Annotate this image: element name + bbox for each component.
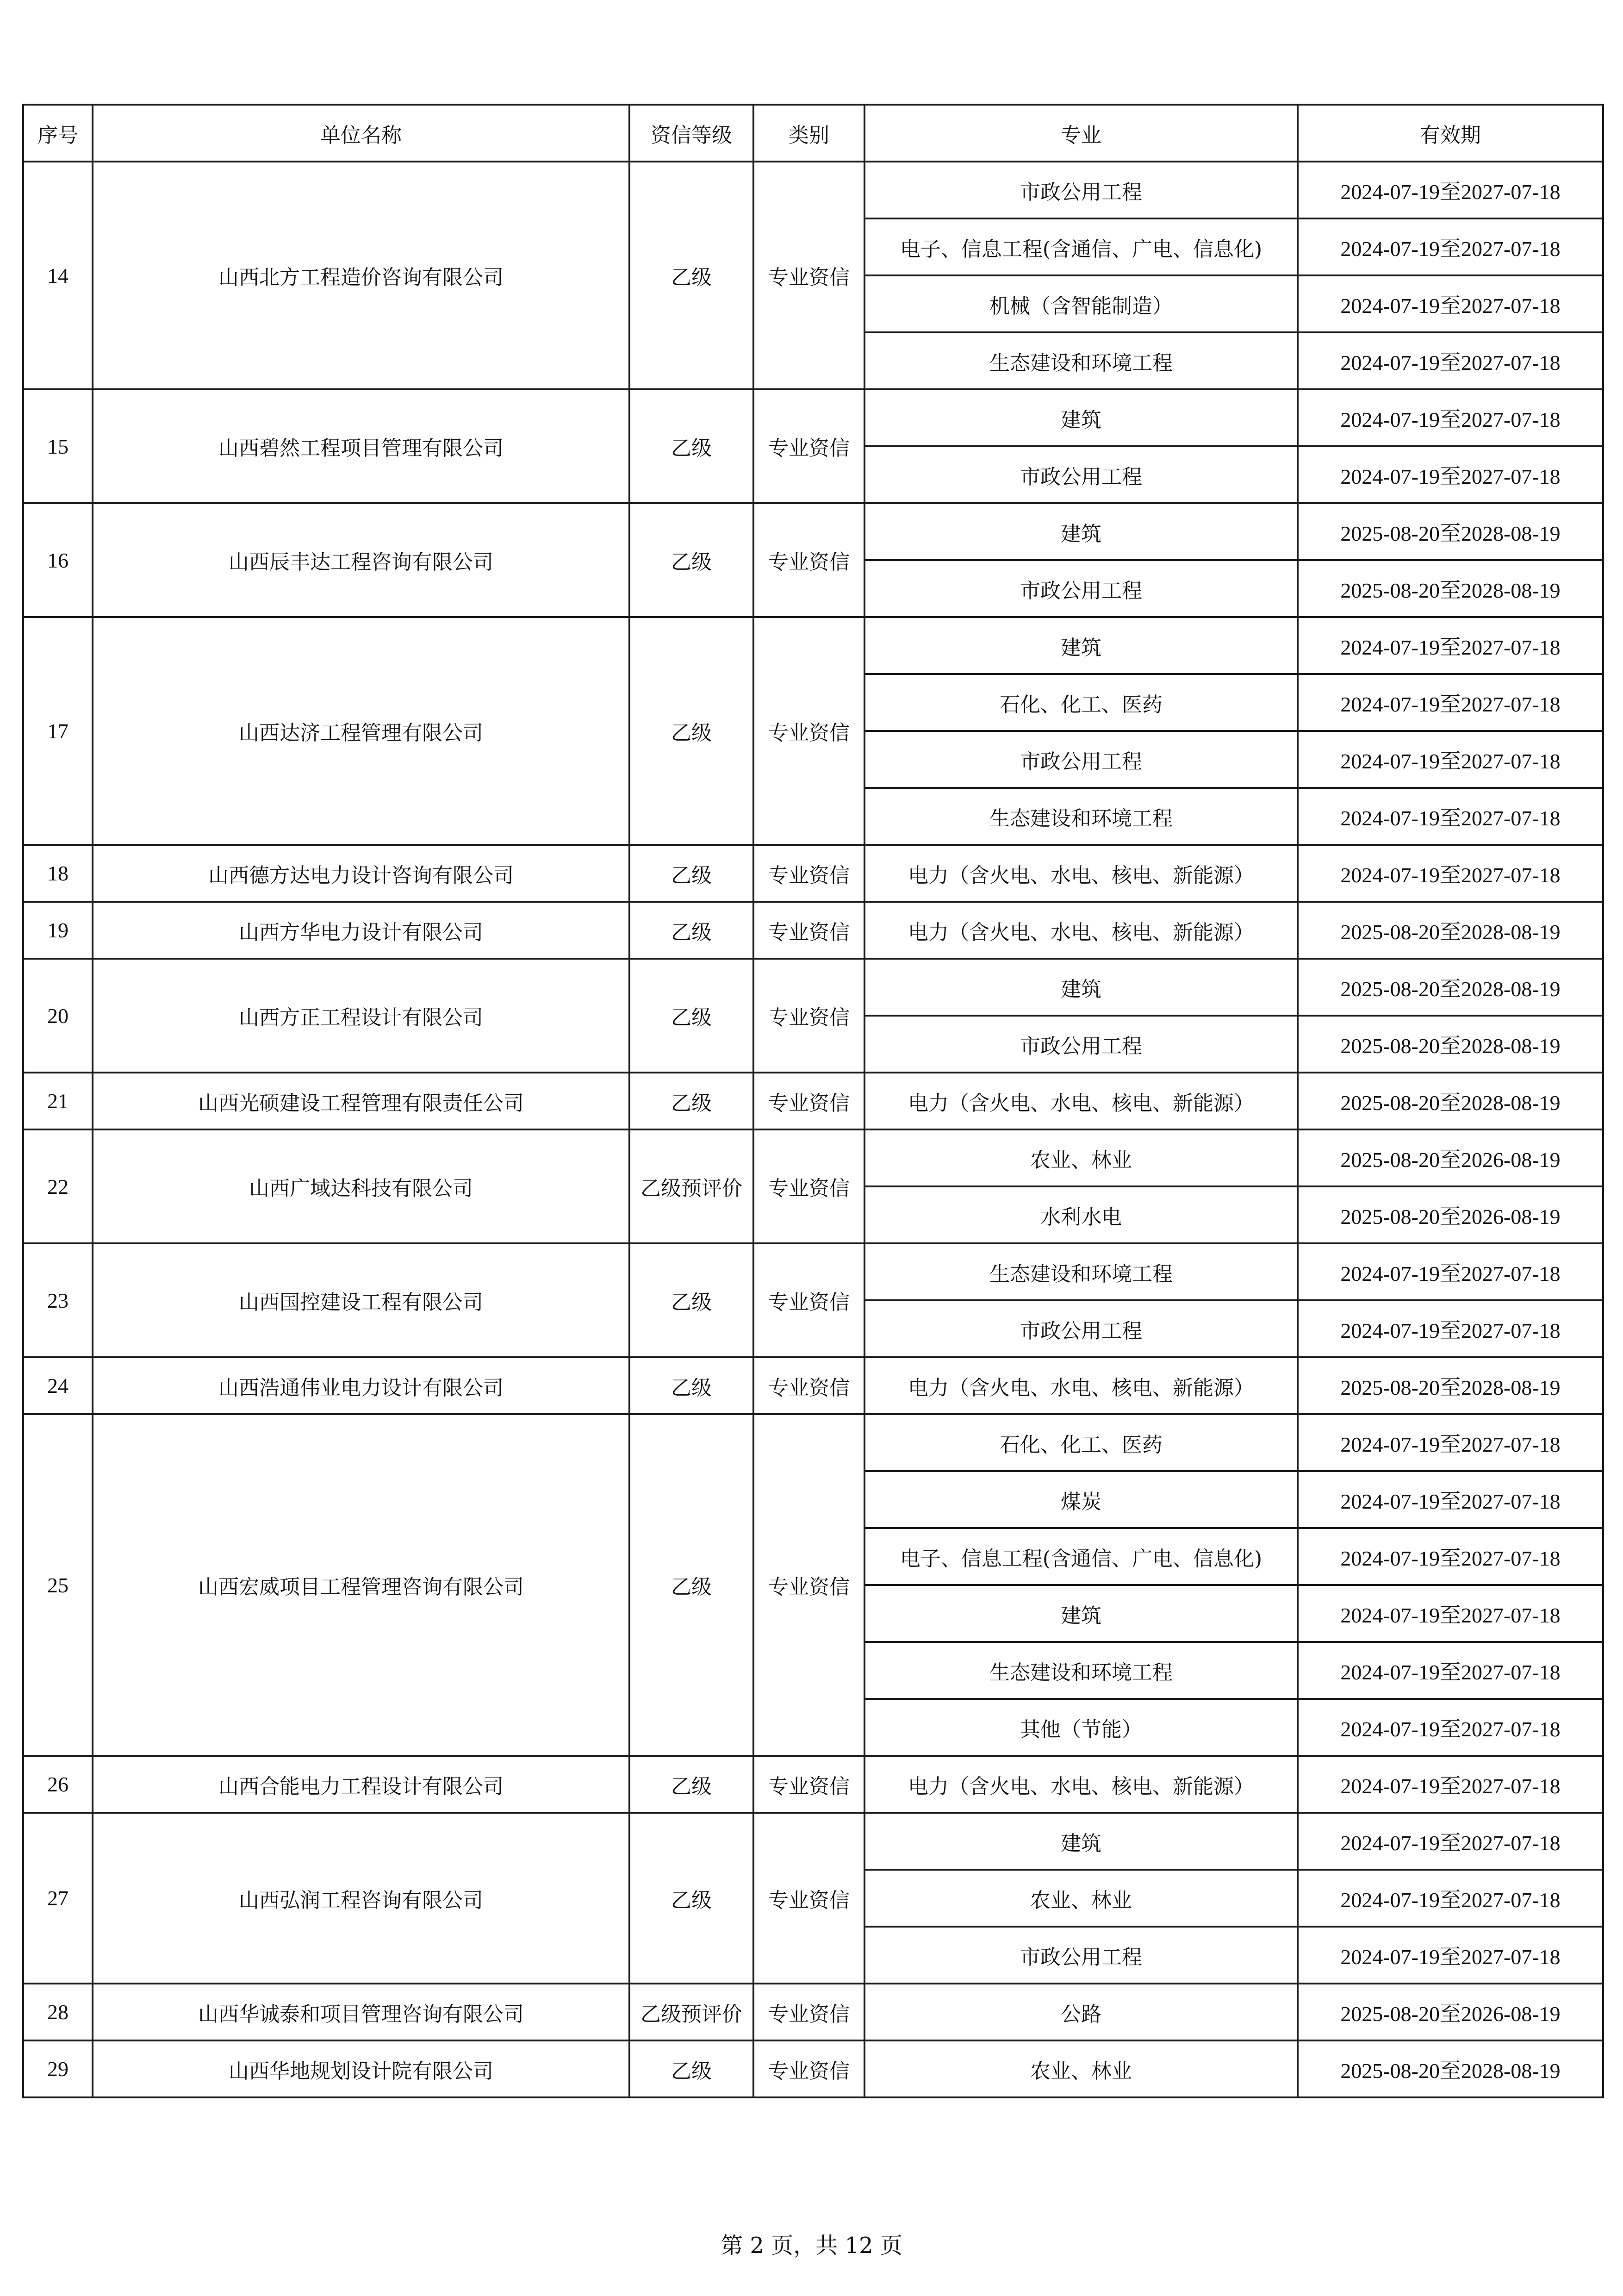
specialty-cell: 生态建设和环境工程 [864, 332, 1298, 389]
table-row [23, 2040, 1603, 2097]
specialty-cell: 公路 [864, 1984, 1298, 2040]
table-row [23, 1984, 1603, 2040]
qualification-grade-cell: 乙级预评价 [629, 1984, 753, 2040]
qualification-grade-cell: 乙级 [629, 2040, 753, 2097]
category-cell: 专业资信 [753, 1357, 864, 1414]
validity-period-cell: 2024-07-19至2027-07-18 [1298, 1243, 1603, 1300]
serial-number-cell: 19 [23, 902, 93, 959]
validity-period-cell: 2024-07-19至2027-07-18 [1298, 617, 1603, 674]
specialty-cell: 市政公用工程 [864, 1300, 1298, 1357]
serial-number-cell: 23 [23, 1243, 93, 1357]
qualification-table [22, 104, 1604, 2098]
category-cell: 专业资信 [753, 162, 864, 389]
validity-period-cell: 2024-07-19至2027-07-18 [1298, 1870, 1603, 1927]
validity-period-cell: 2025-08-20至2028-08-19 [1298, 902, 1603, 959]
serial-number-cell: 25 [23, 1414, 93, 1756]
table-body [23, 162, 1603, 2097]
validity-period-cell: 2024-07-19至2027-07-18 [1298, 446, 1603, 503]
specialty-cell: 石化、化工、医药 [864, 674, 1298, 731]
table-header [23, 105, 1603, 162]
validity-period-cell: 2025-08-20至2028-08-19 [1298, 560, 1603, 617]
category-cell: 专业资信 [753, 1813, 864, 1984]
specialty-cell: 机械（含智能制造） [864, 275, 1298, 332]
validity-period-cell: 2025-08-20至2026-08-19 [1298, 1129, 1603, 1186]
validity-period-cell: 2024-07-19至2027-07-18 [1298, 845, 1603, 902]
company-name-cell: 山西浩通伟业电力设计有限公司 [93, 1357, 629, 1414]
category-cell: 专业资信 [753, 2040, 864, 2097]
validity-period-cell: 2024-07-19至2027-07-18 [1298, 1813, 1603, 1870]
specialty-cell: 电子、信息工程(含通信、广电、信息化) [864, 218, 1298, 275]
company-name-cell: 山西宏威项目工程管理咨询有限公司 [93, 1414, 629, 1756]
qualification-grade-cell: 乙级 [629, 162, 753, 389]
specialty-cell: 生态建设和环境工程 [864, 788, 1298, 845]
table-row [23, 617, 1603, 674]
category-cell: 专业资信 [753, 845, 864, 902]
company-name-cell: 山西光硕建设工程管理有限责任公司 [93, 1073, 629, 1129]
company-name-cell: 山西广域达科技有限公司 [93, 1129, 629, 1243]
validity-period-cell: 2024-07-19至2027-07-18 [1298, 674, 1603, 731]
table-row [23, 389, 1603, 446]
category-cell: 专业资信 [753, 1756, 864, 1813]
serial-number-cell: 20 [23, 959, 93, 1073]
company-name-cell: 山西辰丰达工程咨询有限公司 [93, 503, 629, 617]
specialty-cell: 石化、化工、医药 [864, 1414, 1298, 1471]
document-table-wrapper [22, 104, 1602, 2098]
specialty-cell: 其他（节能） [864, 1699, 1298, 1756]
validity-period-cell: 2024-07-19至2027-07-18 [1298, 162, 1603, 218]
serial-number-cell: 22 [23, 1129, 93, 1243]
validity-period-cell: 2025-08-20至2028-08-19 [1298, 1016, 1603, 1073]
company-name-cell: 山西北方工程造价咨询有限公司 [93, 162, 629, 389]
specialty-cell: 水利水电 [864, 1186, 1298, 1243]
validity-period-cell: 2024-07-19至2027-07-18 [1298, 731, 1603, 788]
header-specialty: 专业 [864, 105, 1298, 162]
specialty-cell: 农业、林业 [864, 1870, 1298, 1927]
page-number-text: 第 2 页，共 12 页 [721, 2233, 902, 2259]
qualification-grade-cell: 乙级 [629, 1073, 753, 1129]
qualification-grade-cell: 乙级 [629, 1357, 753, 1414]
specialty-cell: 建筑 [864, 389, 1298, 446]
header-qualification-grade: 资信等级 [629, 105, 753, 162]
category-cell: 专业资信 [753, 902, 864, 959]
specialty-cell: 建筑 [864, 959, 1298, 1016]
specialty-cell: 电力（含火电、水电、核电、新能源） [864, 902, 1298, 959]
qualification-grade-cell: 乙级 [629, 617, 753, 845]
specialty-cell: 市政公用工程 [864, 560, 1298, 617]
qualification-grade-cell: 乙级预评价 [629, 1129, 753, 1243]
category-cell: 专业资信 [753, 1129, 864, 1243]
specialty-cell: 电力（含火电、水电、核电、新能源） [864, 1073, 1298, 1129]
specialty-cell: 建筑 [864, 617, 1298, 674]
table-row [23, 1243, 1603, 1300]
company-name-cell: 山西合能电力工程设计有限公司 [93, 1756, 629, 1813]
validity-period-cell: 2025-08-20至2028-08-19 [1298, 1357, 1603, 1414]
category-cell: 专业资信 [753, 617, 864, 845]
specialty-cell: 电力（含火电、水电、核电、新能源） [864, 1357, 1298, 1414]
category-cell: 专业资信 [753, 1243, 864, 1357]
qualification-grade-cell: 乙级 [629, 1243, 753, 1357]
company-name-cell: 山西达济工程管理有限公司 [93, 617, 629, 845]
category-cell: 专业资信 [753, 1073, 864, 1129]
validity-period-cell: 2024-07-19至2027-07-18 [1298, 1642, 1603, 1699]
table-row [23, 1357, 1603, 1414]
table-row [23, 959, 1603, 1016]
specialty-cell: 农业、林业 [864, 1129, 1298, 1186]
validity-period-cell: 2024-07-19至2027-07-18 [1298, 389, 1603, 446]
category-cell: 专业资信 [753, 389, 864, 503]
serial-number-cell: 27 [23, 1813, 93, 1984]
qualification-grade-cell: 乙级 [629, 1756, 753, 1813]
table-row [23, 1129, 1603, 1186]
serial-number-cell: 26 [23, 1756, 93, 1813]
specialty-cell: 电子、信息工程(含通信、广电、信息化) [864, 1528, 1298, 1585]
validity-period-cell: 2024-07-19至2027-07-18 [1298, 1927, 1603, 1984]
serial-number-cell: 24 [23, 1357, 93, 1414]
specialty-cell: 建筑 [864, 1585, 1298, 1642]
serial-number-cell: 15 [23, 389, 93, 503]
table-row [23, 162, 1603, 218]
serial-number-cell: 29 [23, 2040, 93, 2097]
specialty-cell: 电力（含火电、水电、核电、新能源） [864, 1756, 1298, 1813]
company-name-cell: 山西华地规划设计院有限公司 [93, 2040, 629, 2097]
qualification-grade-cell: 乙级 [629, 1414, 753, 1756]
category-cell: 专业资信 [753, 1984, 864, 2040]
serial-number-cell: 18 [23, 845, 93, 902]
validity-period-cell: 2024-07-19至2027-07-18 [1298, 1528, 1603, 1585]
specialty-cell: 煤炭 [864, 1471, 1298, 1528]
validity-period-cell: 2025-08-20至2028-08-19 [1298, 959, 1603, 1016]
company-name-cell: 山西国控建设工程有限公司 [93, 1243, 629, 1357]
company-name-cell: 山西碧然工程项目管理有限公司 [93, 389, 629, 503]
validity-period-cell: 2024-07-19至2027-07-18 [1298, 218, 1603, 275]
qualification-grade-cell: 乙级 [629, 1813, 753, 1984]
serial-number-cell: 21 [23, 1073, 93, 1129]
specialty-cell: 市政公用工程 [864, 162, 1298, 218]
category-cell: 专业资信 [753, 1414, 864, 1756]
specialty-cell: 市政公用工程 [864, 446, 1298, 503]
qualification-grade-cell: 乙级 [629, 959, 753, 1073]
validity-period-cell: 2025-08-20至2026-08-19 [1298, 1186, 1603, 1243]
validity-period-cell: 2024-07-19至2027-07-18 [1298, 1756, 1603, 1813]
category-cell: 专业资信 [753, 959, 864, 1073]
qualification-grade-cell: 乙级 [629, 389, 753, 503]
validity-period-cell: 2024-07-19至2027-07-18 [1298, 1585, 1603, 1642]
specialty-cell: 生态建设和环境工程 [864, 1642, 1298, 1699]
company-name-cell: 山西华诚泰和项目管理咨询有限公司 [93, 1984, 629, 2040]
serial-number-cell: 28 [23, 1984, 93, 2040]
validity-period-cell: 2024-07-19至2027-07-18 [1298, 1699, 1603, 1756]
specialty-cell: 市政公用工程 [864, 731, 1298, 788]
header-category: 类别 [753, 105, 864, 162]
validity-period-cell: 2025-08-20至2028-08-19 [1298, 1073, 1603, 1129]
header-validity-period: 有效期 [1298, 105, 1603, 162]
validity-period-cell: 2024-07-19至2027-07-18 [1298, 275, 1603, 332]
category-cell: 专业资信 [753, 503, 864, 617]
header-serial-number: 序号 [23, 105, 93, 162]
table-row [23, 503, 1603, 560]
validity-period-cell: 2024-07-19至2027-07-18 [1298, 1300, 1603, 1357]
validity-period-cell: 2024-07-19至2027-07-18 [1298, 788, 1603, 845]
qualification-grade-cell: 乙级 [629, 845, 753, 902]
table-row [23, 1756, 1603, 1813]
validity-period-cell: 2025-08-20至2028-08-19 [1298, 2040, 1603, 2097]
header-company-name: 单位名称 [93, 105, 629, 162]
validity-period-cell: 2025-08-20至2028-08-19 [1298, 503, 1603, 560]
specialty-cell: 市政公用工程 [864, 1016, 1298, 1073]
qualification-grade-cell: 乙级 [629, 503, 753, 617]
serial-number-cell: 14 [23, 162, 93, 389]
company-name-cell: 山西德方达电力设计咨询有限公司 [93, 845, 629, 902]
validity-period-cell: 2025-08-20至2026-08-19 [1298, 1984, 1603, 2040]
table-row [23, 1073, 1603, 1129]
company-name-cell: 山西弘润工程咨询有限公司 [93, 1813, 629, 1984]
table-row [23, 1414, 1603, 1471]
page-footer [0, 2227, 1623, 2259]
specialty-cell: 农业、林业 [864, 2040, 1298, 2097]
qualification-grade-cell: 乙级 [629, 902, 753, 959]
table-row [23, 845, 1603, 902]
validity-period-cell: 2024-07-19至2027-07-18 [1298, 1471, 1603, 1528]
serial-number-cell: 17 [23, 617, 93, 845]
validity-period-cell: 2024-07-19至2027-07-18 [1298, 332, 1603, 389]
specialty-cell: 建筑 [864, 1813, 1298, 1870]
specialty-cell: 生态建设和环境工程 [864, 1243, 1298, 1300]
validity-period-cell: 2024-07-19至2027-07-18 [1298, 1414, 1603, 1471]
table-row [23, 1813, 1603, 1870]
specialty-cell: 电力（含火电、水电、核电、新能源） [864, 845, 1298, 902]
specialty-cell: 建筑 [864, 503, 1298, 560]
serial-number-cell: 16 [23, 503, 93, 617]
specialty-cell: 市政公用工程 [864, 1927, 1298, 1984]
table-row [23, 902, 1603, 959]
company-name-cell: 山西方华电力设计有限公司 [93, 902, 629, 959]
company-name-cell: 山西方正工程设计有限公司 [93, 959, 629, 1073]
header-row [23, 105, 1603, 162]
